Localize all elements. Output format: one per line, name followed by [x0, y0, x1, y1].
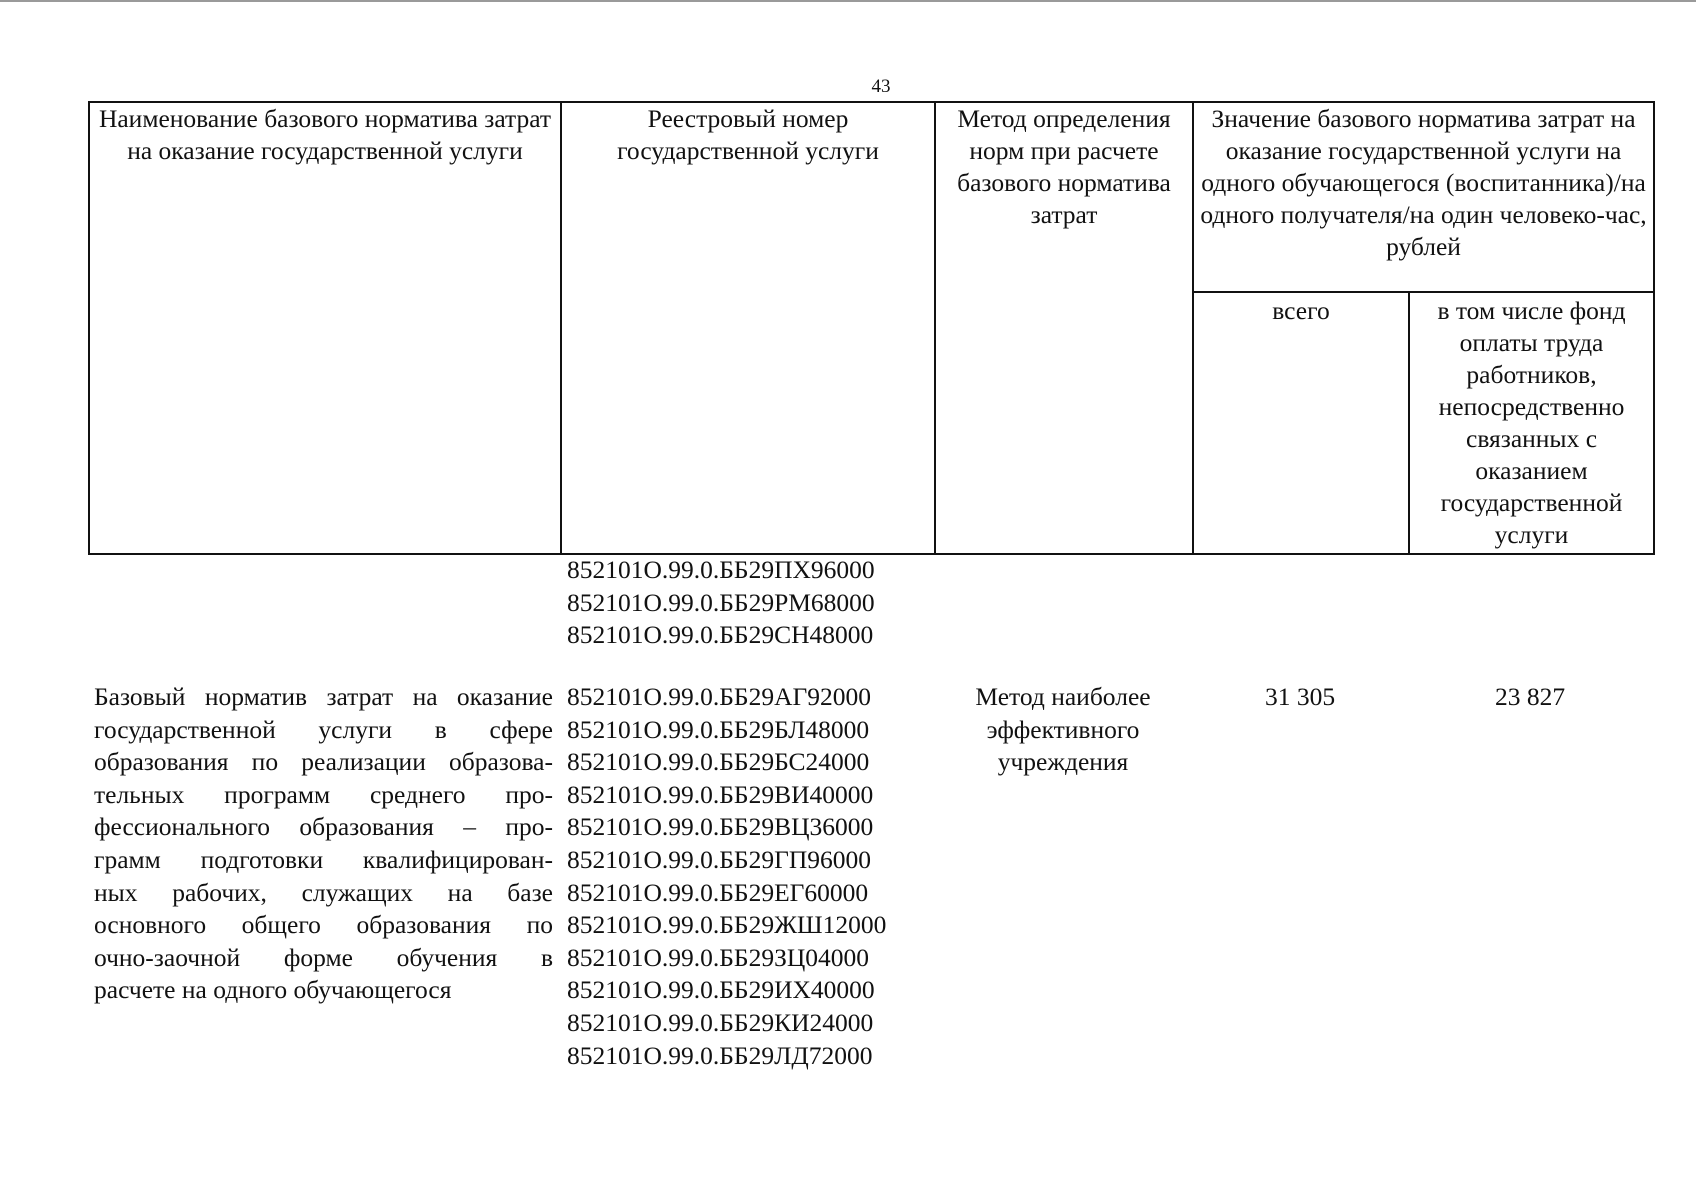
- service-name-line: очно-заочной форме обучения в: [94, 942, 553, 972]
- service-name-line: Базовый норматив затрат на оказание: [94, 682, 553, 711]
- registry-code: 852101О.99.0.ББ29ЖШ12000: [567, 910, 887, 940]
- registry-code: 852101О.99.0.ББ29СН48000: [567, 620, 874, 650]
- header-cell-service-name: Наименование базового норматива затрат на оказание государственной услуги: [89, 102, 561, 554]
- registry-code: 852101О.99.0.ББ29АГ92000: [567, 682, 871, 711]
- header-cell-value: Значение базового норматива затрат на оказание государственной услуги на одного обучающегося (воспитанника)/на одного получателя/на один человеко-час, рублей: [1193, 102, 1654, 292]
- row-value-payroll: 23 827: [1494, 682, 1566, 711]
- row-method: Метод наиболее эффективного учреждения: [975, 682, 1151, 777]
- registry-code: 852101О.99.0.ББ29РМ68000: [567, 587, 875, 617]
- registry-code: 852101О.99.0.ББ29КИ24000: [567, 1007, 874, 1037]
- row-codes-list: [567, 681, 886, 1072]
- service-name-line: государственной услуги в сфере: [94, 714, 553, 744]
- registry-code: 852101О.99.0.ББ29ВИ40000: [567, 779, 874, 809]
- header-cell-value-payroll: в том числе фонд оплаты труда работников, непосредственно связанных с оказанием государственной услуги: [1409, 292, 1654, 554]
- registry-code: 852101О.99.0.ББ29ГП96000: [567, 844, 871, 874]
- page-top-rule: [0, 0, 1696, 2]
- header-cell-value-total: всего: [1193, 292, 1409, 554]
- registry-code: 852101О.99.0.ББ29ЕГ60000: [567, 877, 869, 907]
- registry-code: 852101О.99.0.ББ29ПХ96000: [567, 555, 875, 584]
- row-value-total: 31 305: [1264, 682, 1336, 711]
- page-number: 43: [871, 76, 891, 97]
- continuation-codes-list: [567, 554, 875, 652]
- service-name-line: фессионального образования – про-: [94, 812, 553, 842]
- registry-code: 852101О.99.0.ББ29ЛД72000: [567, 1040, 873, 1070]
- registry-code: 852101О.99.0.ББ29ЗЦ04000: [567, 942, 870, 972]
- row-service-name: [94, 681, 553, 1007]
- service-name-line: основного общего образования по: [94, 910, 553, 940]
- registry-code: 852101О.99.0.ББ29БС24000: [567, 747, 870, 777]
- service-name-line: образования по реализации образова-: [94, 747, 553, 777]
- service-name-line: тельных программ среднего про-: [94, 779, 553, 809]
- registry-code: 852101О.99.0.ББ29БЛ48000: [567, 714, 870, 744]
- header-cell-method: Метод определения норм при расчете базового норматива затрат: [935, 102, 1193, 554]
- service-name-line: ных рабочих, служащих на базе: [94, 877, 553, 907]
- table-header: [88, 101, 1655, 555]
- service-name-line: грамм подготовки квалифицирован-: [94, 844, 553, 874]
- header-cell-registry-number: Реестровый номер государственной услуги: [561, 102, 935, 554]
- service-name-line: расчете на одного обучающегося: [94, 975, 452, 1005]
- registry-code: 852101О.99.0.ББ29ИХ40000: [567, 975, 875, 1005]
- registry-code: 852101О.99.0.ББ29ВЦ36000: [567, 812, 874, 842]
